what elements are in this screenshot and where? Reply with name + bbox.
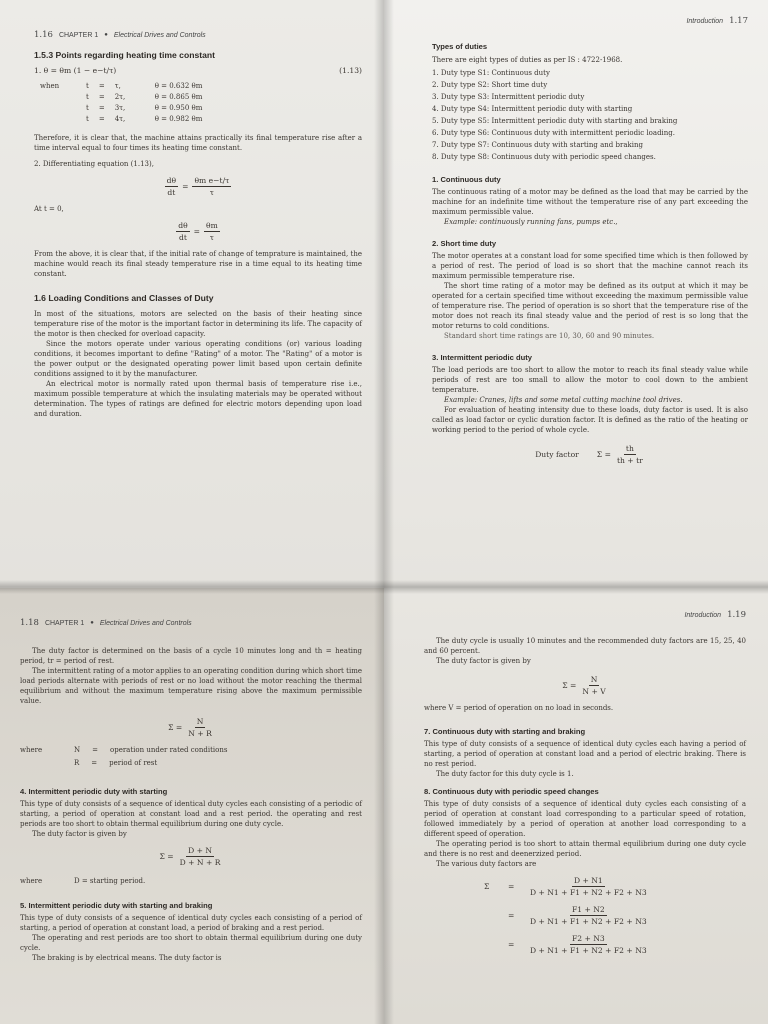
- equation-lhs: Σ =: [159, 852, 174, 861]
- numerator: dθ: [166, 176, 177, 185]
- list-item: 6. Duty type S6: Continuous duty with intermittent periodic loading.: [432, 129, 676, 137]
- paragraph: The operating period is too short to attain thermal equilibrium during one duty cycle and there is no rest and deenerzized period.: [424, 840, 746, 858]
- cell: t: [86, 104, 89, 112]
- denominator: N + R: [188, 729, 212, 738]
- table-row: [40, 103, 362, 114]
- table-row: [40, 114, 362, 125]
- paragraph: Since the motors operate under various operating conditions (or) various loading conditions, it becomes important to define "Rating" of a motor. The "Rating" of a motor is the power output or the designated operating power limit based upon certain definite conditions assigned to it by the manufacturer.: [34, 340, 362, 378]
- paragraph: In most of the situations, motors are selected on the basis of their heating since temperature rise of the motor is the important factor in determining its life. The capacity of the motor is then checked for overload capacity.: [34, 310, 362, 338]
- chapter-label: CHAPTER 1: [44, 619, 85, 627]
- page-number: 1.18: [20, 618, 39, 628]
- cell: t: [86, 82, 89, 90]
- page-1-18: [0, 588, 384, 1024]
- paragraph: Therefore, it is clear that, the machine attains practically its final temperature rise after a time interval equal to four times its heating time constant.: [34, 134, 362, 152]
- paragraph: 2. Differentiating equation (1.13),: [34, 160, 154, 168]
- duty-type-list: [432, 67, 748, 163]
- operator: =: [508, 882, 515, 891]
- list-item: 3. Duty type S3: Intermittent periodic duty: [432, 93, 585, 101]
- paragraph: This type of duty consists of a sequence of identical duty cycles each having a period of starting, a period of operation at constant load and a period of electric braking. There is no rest period.: [424, 740, 746, 768]
- paragraph: The duty cycle is usually 10 minutes and the recommended duty factors are 15, 25, 40 and 60 percent.: [424, 637, 746, 655]
- operator: =: [508, 940, 515, 949]
- definition: period of rest: [109, 759, 158, 767]
- table-row: [40, 81, 362, 92]
- list-number: 1.: [34, 66, 42, 75]
- numerator: th: [625, 444, 634, 453]
- bullet-icon: ●: [104, 32, 108, 38]
- numerator: D + N: [188, 846, 213, 855]
- page-1-17: [384, 0, 768, 588]
- where-label: where: [20, 877, 43, 885]
- page-number: 1.19: [727, 610, 746, 620]
- subsection-heading: 2. Short time duty: [432, 239, 497, 248]
- operator: =: [91, 759, 98, 767]
- equation-1-13: [34, 66, 362, 75]
- chapter-label: CHAPTER 1: [58, 31, 99, 39]
- denominator: dt: [178, 233, 187, 242]
- duty-factor-equation: [432, 443, 748, 466]
- operator: =: [508, 911, 515, 920]
- equation-lhs: Σ: [484, 882, 490, 891]
- header-title: Introduction: [686, 17, 724, 25]
- paragraph: This type of duty consists of a sequence of identical duty cycles each consisting of a periodic of starting, a period of operation at constant load and a rest period. the operating and rest periods are too short to obtain thermal equilibrium during one duty cycle.: [20, 800, 362, 828]
- subsection-heading: 5. Intermittent periodic duty with starting and braking: [20, 901, 213, 910]
- paragraph: The intermittent rating of a motor applies to an operating condition during which short time load periods alternate with periods of rest or no load without the motor reaching the thermal equilibrium and without the maximum temperature rising above the maximum permissible value.: [20, 667, 362, 705]
- paragraph: The duty factor is determined on the basis of a cycle 10 minutes long and th = heating period, tr = period of rest.: [20, 647, 362, 665]
- paragraph: There are eight types of duties as per IS : 4722-1968.: [432, 56, 623, 64]
- cell: θ = 0.865 θm: [154, 93, 203, 101]
- example-text: Example: Cranes, lifts and some metal cutting machine tool drives.: [444, 396, 683, 404]
- denominator: dt: [167, 188, 176, 197]
- cell: θ = 0.632 θm: [154, 82, 203, 90]
- section-heading: 1.6 Loading Conditions and Classes of Duty: [34, 293, 214, 303]
- when-label: when: [40, 82, 60, 90]
- operator: =: [92, 746, 98, 754]
- paragraph: The duty factor is given by: [32, 830, 127, 838]
- duty-factor-equations: [424, 875, 746, 956]
- cell: =: [98, 82, 105, 90]
- list-item: 7. Duty type S7: Continuous duty with starting and braking: [432, 141, 643, 149]
- cell: =: [98, 93, 105, 101]
- equation-lhs: Σ =: [562, 681, 577, 690]
- equation-text: θ = θm (1 − e−t/τ): [43, 66, 117, 75]
- list-item: 4. Duty type S4: Intermittent periodic duty with starting: [432, 105, 633, 113]
- section-heading: 1.5.3 Points regarding heating time constant: [34, 50, 215, 60]
- equation-label: Duty factor: [535, 450, 579, 459]
- paragraph: The braking is by electrical means. The duty factor is: [32, 954, 222, 962]
- cell: θ = 0.950 θm: [154, 104, 203, 112]
- page-1-16: [0, 0, 384, 588]
- subsection-heading: 1. Continuous duty: [432, 175, 501, 184]
- list-item: 1. Duty type S1: Continuous duty: [432, 69, 550, 77]
- equation-number: (1.13): [339, 66, 362, 75]
- cell: =: [98, 115, 105, 123]
- where-row: [20, 745, 362, 756]
- where-row: [20, 758, 362, 769]
- paragraph: The various duty factors are: [436, 860, 537, 868]
- symbol: N: [74, 746, 81, 754]
- equation: $\frac{d\theta}{dt}$ = $\frac{\theta m}{\tau}$: [178, 221, 218, 242]
- denominator: τ: [209, 233, 214, 242]
- paragraph: An electrical motor is normally rated upon thermal basis of temperature rise i.e., maximum possible temperature at which the insulating materials may be operated without determination. The types of ratings are defined for electric motors depending upon load and duration.: [34, 380, 362, 418]
- numerator: θm: [206, 221, 218, 230]
- paragraph: The continuous rating of a motor may be defined as the load that may be carried by the machine for an indefinite time without the temperature rise of any part exceeding the maximum permissible value.: [432, 188, 748, 216]
- denominator: D + N1 + F1 + N2 + F2 + N3: [530, 946, 647, 955]
- cell: t: [86, 115, 89, 123]
- numerator: F2 + N3: [571, 934, 605, 943]
- equation-lhs: Σ =: [596, 450, 611, 459]
- denominator: N + V: [582, 687, 606, 696]
- example-text: Example: continuously running fans, pumps etc.,: [444, 218, 618, 226]
- cell: 2τ,: [114, 93, 126, 101]
- definition: D = starting period.: [74, 877, 146, 885]
- paragraph: This type of duty consists of a sequence of identical duty cycles each consisting of a period of starting, a period of operation at constant load, a period of braking and a rest period.: [20, 914, 362, 932]
- paragraph: The duty factor is given by: [436, 657, 531, 665]
- where-label: where: [20, 746, 43, 754]
- denominator: D + N + R: [179, 858, 221, 867]
- subsection-heading: 3. Intermittent periodic duty: [432, 353, 532, 362]
- table-row: [40, 92, 362, 103]
- paragraph: Standard short time ratings are 10, 30, 60 and 90 minutes.: [444, 332, 655, 340]
- paragraph: This type of duty consists of a sequence of identical duty cycles each consisting of a period of operation at constant load corresponding to a particular speed of rotation, followed immediately by a period of operation at another load corresponding to a different speed of operation.: [424, 800, 746, 838]
- when-table: [40, 81, 362, 125]
- bullet-icon: ●: [90, 620, 94, 626]
- paragraph: The load periods are too short to allow the motor to reach its final steady value while periods of rest are too small to allow the motor to cool down to the ambient temperature.: [432, 366, 748, 394]
- paragraph: The duty factor for this duty cycle is 1.: [436, 770, 574, 778]
- denominator: τ: [209, 188, 214, 197]
- paragraph: The short time rating of a motor may be defined as its output at which it may be operated for a certain specified time without exceeding the maximum permissible value of temperature rise. The period of operation is so short that the temperature rise of the motor does not reach its final steady value and the period of rest is so long that the motor returns to cold conditions.: [432, 282, 748, 330]
- numerator: dθ: [178, 221, 188, 230]
- cell: 4τ,: [114, 115, 126, 123]
- numerator: N: [196, 717, 204, 726]
- header-title: Introduction: [684, 611, 722, 619]
- list-item: 5. Duty type S5: Intermittent periodic duty with starting and braking: [432, 117, 678, 125]
- page-number: 1.16: [34, 30, 53, 40]
- denominator: D + N1 + F1 + N2 + F2 + N3: [530, 917, 647, 926]
- paragraph: The operating and rest periods are too short to obtain thermal equilibrium during one duty cycle.: [20, 934, 362, 952]
- denominator: th + tr: [616, 456, 643, 465]
- section-heading: Types of duties: [432, 42, 488, 51]
- running-header: [34, 30, 362, 40]
- symbol: R: [74, 759, 80, 767]
- denominator: D + N1 + F1 + N2 + F2 + N3: [530, 888, 647, 897]
- cell: t: [86, 93, 89, 101]
- running-header: [432, 16, 748, 26]
- equation: [20, 845, 362, 868]
- paragraph: The motor operates at a constant load for some specified time which is then followed by a period of rest. The period of load is so short that the machine cannot reach its maximum permissible temperature rise.: [432, 252, 748, 280]
- paragraph: For evaluation of heating intensity due to these loads, duty factor is used. It is also called as load factor or cyclic duration factor. It is defined as the ratio of the heating or working period to the period of whole cycle.: [432, 406, 748, 434]
- cell: 3τ,: [114, 104, 126, 112]
- equation-lhs: Σ =: [168, 723, 183, 732]
- numerator: N: [590, 675, 598, 684]
- numerator: F1 + N2: [571, 905, 605, 914]
- header-title: Electrical Drives and Controls: [99, 619, 192, 627]
- subsection-heading: 4. Intermittent periodic duty with starting: [20, 787, 168, 796]
- running-header: [20, 618, 362, 628]
- paragraph: At t = 0,: [34, 205, 64, 213]
- equation: [20, 716, 362, 739]
- cell: τ,: [114, 82, 121, 90]
- paragraph: From the above, it is clear that, if the initial rate of change of temprature is maintained, the machine would reach its final steady temperature rise in a time equal to its heating time constant.: [34, 250, 362, 278]
- list-item: 8. Duty type S8: Continuous duty with periodic speed changes.: [432, 153, 656, 161]
- equation: [484, 904, 746, 927]
- numerator: θm e−t/τ: [194, 176, 230, 185]
- subsection-heading: 8. Continuous duty with periodic speed changes: [424, 787, 599, 796]
- equation: [484, 875, 746, 898]
- equation: $\frac{d\theta}{dt}$ = $\frac{\text{θm e−t/τ}}{\tau}$: [166, 176, 230, 197]
- header-title: Electrical Drives and Controls: [113, 31, 206, 39]
- running-header: [424, 610, 746, 620]
- page-number: 1.17: [729, 16, 748, 26]
- paragraph: where V = period of operation on no load in seconds.: [424, 704, 614, 712]
- numerator: D + N1: [573, 876, 603, 885]
- list-item: 2. Duty type S2: Short time duty: [432, 81, 548, 89]
- equation: [484, 933, 746, 956]
- cell: =: [98, 104, 105, 112]
- definition: operation under rated conditions: [110, 746, 228, 754]
- equation: [424, 674, 746, 697]
- subsection-heading: 7. Continuous duty with starting and braking: [424, 727, 586, 736]
- page-1-19: [384, 588, 768, 1024]
- cell: θ = 0.982 θm: [154, 115, 203, 123]
- where-row: [20, 876, 362, 887]
